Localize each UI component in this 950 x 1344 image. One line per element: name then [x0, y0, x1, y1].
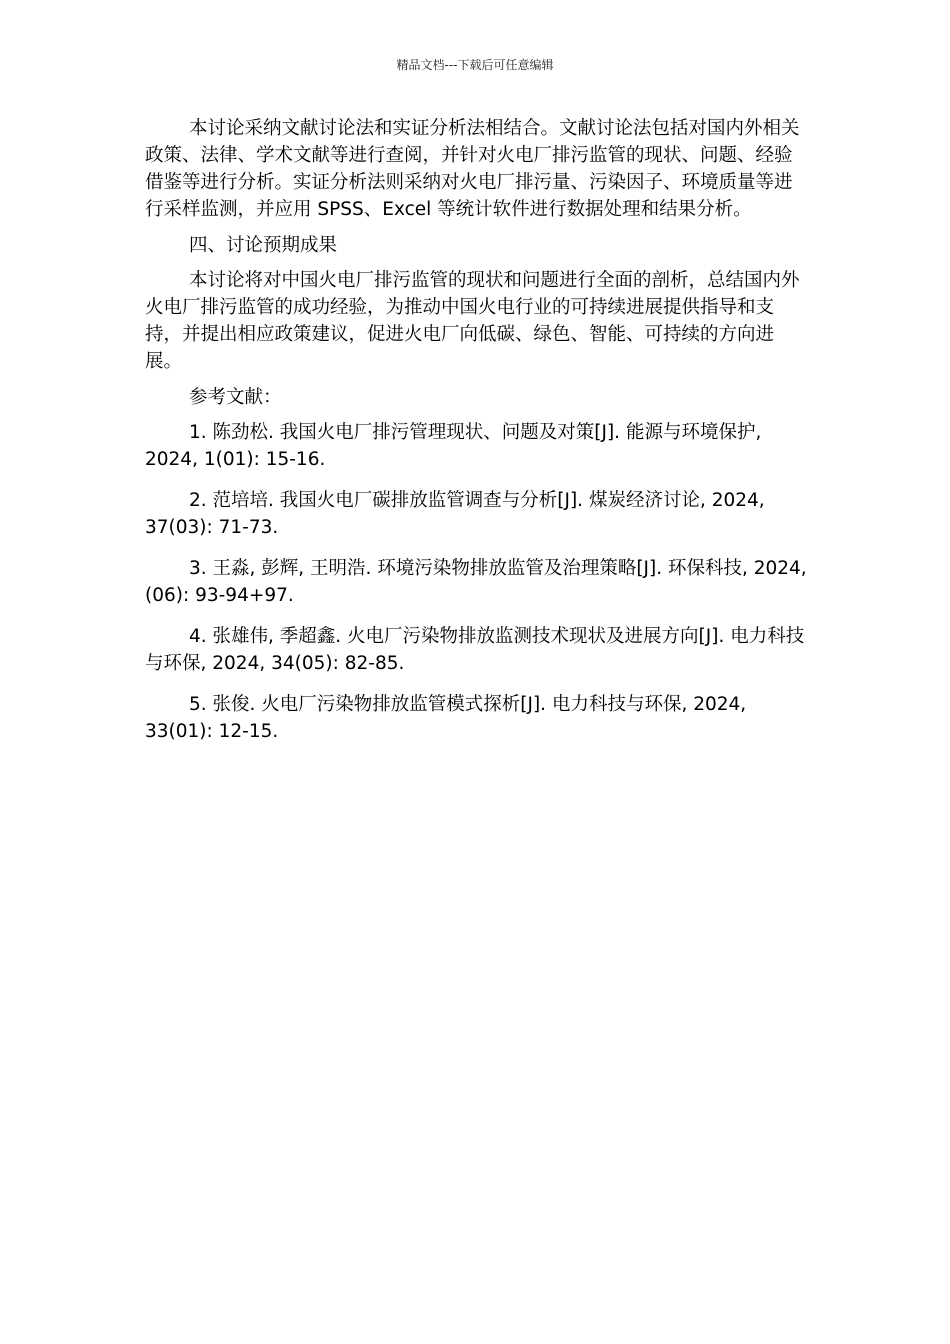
- references-heading: 参考文献：: [189, 387, 282, 408]
- reference-list: [145, 419, 807, 745]
- reference-item: 4. 张雄伟, 季超鑫. 火电厂污染物排放监测技术现状及进展方向[J]. 电力科技与环保, 2024, 34(05): 82-85.: [145, 626, 805, 674]
- document-body: [145, 115, 807, 759]
- reference-item: 2. 范培培. 我国火电厂碳排放监管调查与分析[J]. 煤炭经济讨论, 2024, 37(03): 71-73.: [145, 490, 765, 538]
- methodology-paragraph: 本讨论采纳文献讨论法和实证分析法相结合。文献讨论法包括对国内外相关政策、法律、学术文献等进行查阅，并针对火电厂排污监管的现状、问题、经验借鉴等进行分析。实证分析法则采纳对火电厂排污量、污染因子、环境质量等进行采样监测，并应用 SPSS、Excel 等统计软件进行数据处理和结果分析。: [145, 118, 800, 220]
- page-header: 精品文档---下载后可任意编辑: [396, 58, 554, 72]
- reference-item: 3. 王淼, 彭辉, 王明浩. 环境污染物排放监管及治理策略[J]. 环保科技, 2024, (06): 93-94+97.: [145, 558, 807, 606]
- reference-item: 5. 张俊. 火电厂污染物排放监管模式探析[J]. 电力科技与环保, 2024, 33(01): 12-15.: [145, 694, 747, 742]
- section-heading-expected-results: 四、讨论预期成果: [189, 235, 338, 256]
- reference-item: 1. 陈劲松. 我国火电厂排污管理现状、问题及对策[J]. 能源与环境保护, 2024, 1(01): 15-16.: [145, 422, 762, 470]
- expected-results-paragraph: 本讨论将对中国火电厂排污监管的现状和问题进行全面的剖析，总结国内外火电厂排污监管的成功经验，为推动中国火电行业的可持续进展提供指导和支持，并提出相应政策建议，促进火电厂向低碳、绿色、智能、可持续的方向进展。: [145, 270, 800, 372]
